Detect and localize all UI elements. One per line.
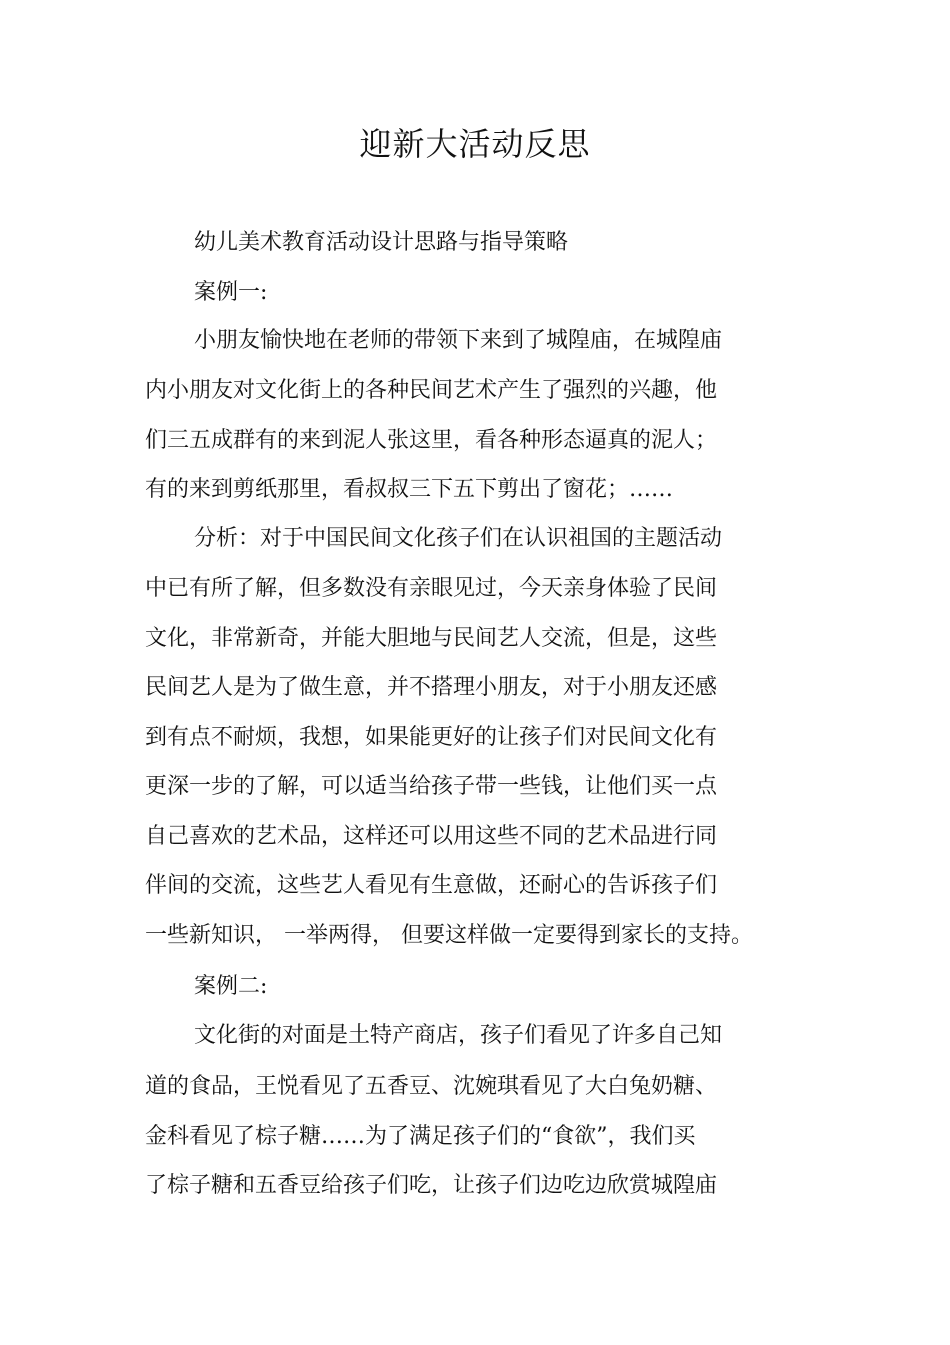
paragraph-line: 道的食品，王悦看见了五香豆、沈婉琪看见了大白兔奶糖、	[145, 1074, 718, 1099]
paragraph-line: 内小朋友对文化街上的各种民间艺术产生了强烈的兴趣，他	[145, 378, 718, 403]
subtitle-line: 幼儿美术教育活动设计思路与指导策略	[194, 230, 569, 255]
case-two-heading: 案例二:	[194, 974, 268, 999]
paragraph-line: 自己喜欢的艺术品，这样还可以用这些不同的艺术品进行同	[145, 824, 718, 849]
paragraph-line: 们三五成群有的来到泥人张这里，看各种形态逼真的泥人；	[145, 428, 718, 453]
paragraph-line: 金科看见了棕子糖……为了满足孩子们的“食欲”，我们买	[145, 1124, 696, 1149]
paragraph-line: 了棕子糖和五香豆给孩子们吃，让孩子们边吃边欣赏城隍庙	[145, 1173, 718, 1198]
document-title: 迎新大活动反思	[359, 125, 591, 163]
paragraph-line: 小朋友愉快地在老师的带领下来到了城隍庙，在城隍庙	[194, 328, 723, 353]
analysis-line: 分析：对于中国民间文化孩子们在认识祖国的主题活动	[194, 526, 723, 551]
paragraph-line: 民间艺人是为了做生意，并不搭理小朋友，对于小朋友还感	[145, 675, 718, 700]
paragraph-line: 伴间的交流，这些艺人看见有生意做，还耐心的告诉孩子们	[145, 873, 718, 898]
case-one-heading: 案例一:	[194, 280, 268, 305]
paragraph-line: 文化，非常新奇，并能大胆地与民间艺人交流，但是，这些	[145, 626, 718, 651]
paragraph-line: 到有点不耐烦，我想，如果能更好的让孩子们对民间文化有	[145, 725, 718, 750]
paragraph-line: 更深一步的了解，可以适当给孩子带一些钱，让他们买一点	[145, 774, 718, 799]
paragraph-line: 文化街的对面是土特产商店，孩子们看见了许多自己知	[194, 1023, 723, 1048]
paragraph-line: 有的来到剪纸那里，看叔叔三下五下剪出了窗花；……	[145, 477, 674, 502]
paragraph-line: 中已有所了解，但多数没有亲眼见过，今天亲身体验了民间	[145, 576, 718, 601]
paragraph-line: 一些新知识， 一举两得， 但要这样做一定要得到家长的支持。	[145, 923, 753, 948]
